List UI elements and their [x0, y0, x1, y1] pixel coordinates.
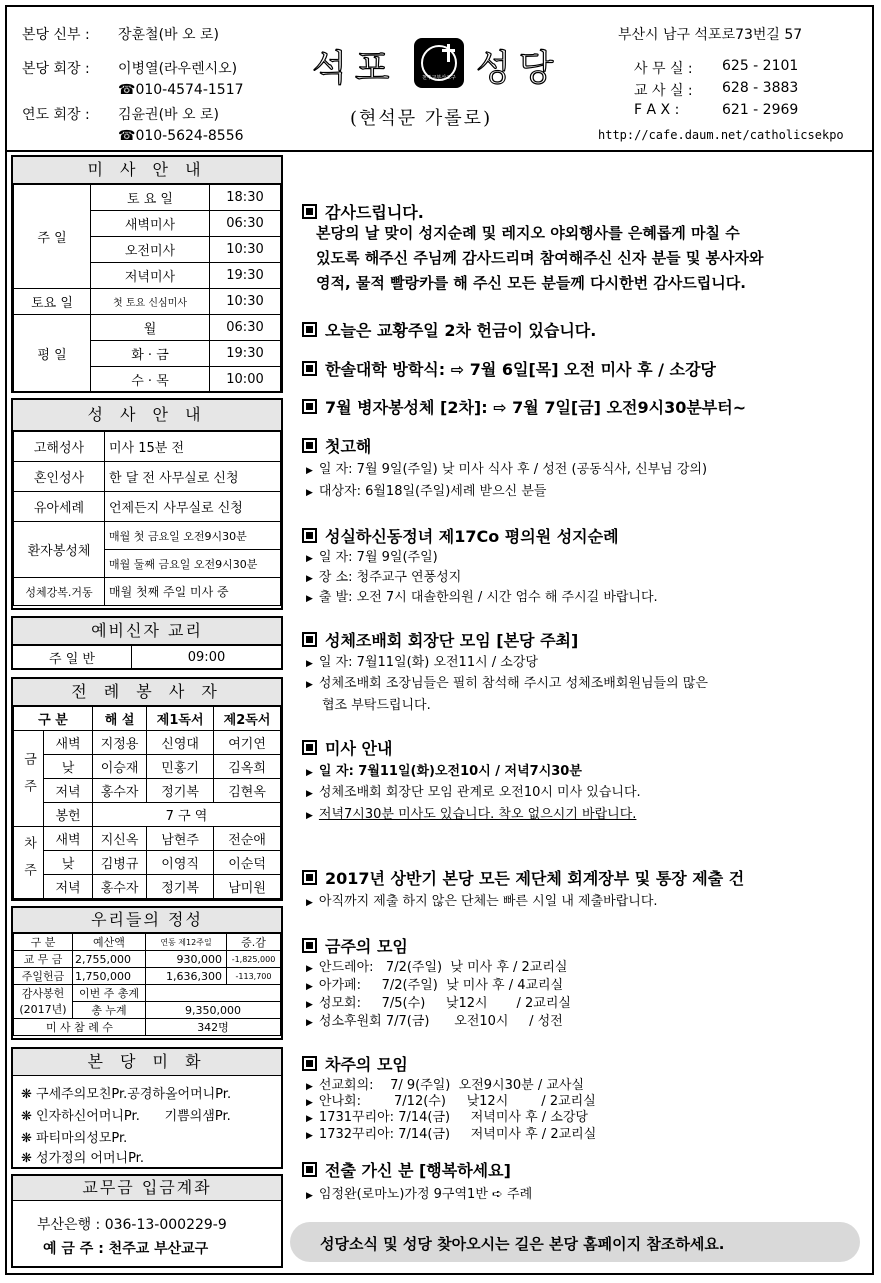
- triangle-bullet-icon: ▶: [306, 574, 313, 584]
- server: 홍수자: [93, 779, 147, 803]
- news-title: 감사드립니다.: [325, 203, 424, 222]
- news-heading: [302, 628, 578, 651]
- square-bullet-icon: [302, 632, 317, 647]
- server: 홍수자: [93, 875, 147, 899]
- triangle-bullet-icon: ▶: [306, 982, 313, 992]
- news-item-text: 일 자: 7월11일(화) 오전11시 / 소강당: [318, 655, 538, 670]
- triangle-bullet-icon: ▶: [306, 1114, 313, 1124]
- square-bullet-icon: [302, 399, 317, 414]
- next-week-label: 차주: [14, 827, 44, 899]
- weekday-label: 평 일: [14, 315, 91, 393]
- fax-number: 621 - 2969: [722, 102, 799, 118]
- triangle-bullet-icon: ▶: [306, 898, 313, 908]
- square-bullet-icon: [302, 870, 317, 885]
- mass-name: 토 요 일: [91, 185, 210, 211]
- mass-schedule-box: [11, 155, 283, 393]
- news-item-continued: 협조 부탁드립니다.: [322, 698, 431, 713]
- slot: 저녁: [44, 875, 93, 899]
- news-item-text: 안나회: 7/12(수) 낮12시 / 2교리실: [318, 1094, 596, 1109]
- server: 김병규: [93, 851, 147, 875]
- attendance-label: 미 사 참 례 수: [14, 1019, 146, 1036]
- news-item: [306, 672, 708, 691]
- yeondo-phone: ☎010-5624-8556: [118, 128, 244, 144]
- news-item: [306, 992, 571, 1011]
- server: 여기연: [214, 731, 281, 755]
- church-title-right: 성당: [476, 48, 562, 89]
- server: 김현옥: [214, 779, 281, 803]
- slot: 낮: [44, 755, 93, 779]
- server: 이순덕: [214, 851, 281, 875]
- catechumen-class: 주 일 반: [13, 646, 132, 669]
- news-item: [306, 760, 582, 779]
- triangle-bullet-icon: ▶: [306, 1018, 313, 1028]
- news-item: [306, 480, 546, 499]
- mass-time: 19:30: [210, 341, 281, 367]
- sacrament-name: 성체강복.거동: [14, 578, 105, 606]
- square-bullet-icon: [302, 438, 317, 453]
- attendance-value: 342명: [146, 1019, 281, 1036]
- row-label: 주일헌금: [14, 968, 73, 985]
- header-divider: [5, 150, 874, 152]
- sacrament-name: 환자봉성체: [14, 522, 105, 578]
- triangle-bullet-icon: ▶: [306, 964, 313, 974]
- president-label: 본당 회장 :: [22, 61, 90, 77]
- catechumen-table: [13, 645, 281, 669]
- offering-box: [11, 906, 283, 1040]
- amount: 930,000: [146, 951, 227, 968]
- server: 이영직: [147, 851, 214, 875]
- address: 부산시 남구 석포로73번길 57: [618, 27, 803, 43]
- news-item-text: 일 자: 7월11일(화)오전10시 / 저녁7시30분: [318, 764, 582, 779]
- news-item-text: 1731꾸리아: 7/14(금) 저녁미사 후 / 소강당: [318, 1110, 588, 1125]
- offering-title: 우리들의 정성: [13, 908, 281, 933]
- week-total-label: 이번 주 총계: [73, 985, 146, 1002]
- triangle-bullet-icon: ▶: [306, 680, 313, 690]
- triangle-bullet-icon: ▶: [306, 789, 313, 799]
- flower-item: ❋ 구세주의모친Pr.공경하올어머니Pr.: [21, 1087, 232, 1102]
- this-week-label: 금주: [14, 731, 44, 827]
- square-bullet-icon: [302, 1162, 317, 1177]
- sacrament-info: 한 달 전 사무실로 신청: [105, 462, 281, 492]
- teacher-label: 교 사 실 :: [634, 83, 693, 99]
- server: 신영대: [147, 731, 214, 755]
- news-item: [306, 974, 563, 993]
- mass-name: 수 · 목: [91, 367, 210, 393]
- triangle-bullet-icon: ▶: [306, 1131, 313, 1141]
- mass-name: 월: [91, 315, 210, 341]
- news-body: 영적, 물적 빨랑카를 해 주신 모든 분들께 다시한번 감사드립니다.: [316, 274, 746, 292]
- news-title: 오늘은 교황주일 2차 헌금이 있습니다.: [325, 321, 597, 340]
- news-item-text: 아가페: 7/2(주일) 낮 미사 후 / 4교리실: [318, 978, 564, 993]
- flower-text: 성가정의 어머니Pr.: [36, 1151, 144, 1166]
- sunday-label: 주 일: [14, 185, 91, 289]
- priest-name: 장훈철(바 오 로): [118, 27, 219, 43]
- sacrament-info: 언제든지 사무실로 신청: [105, 492, 281, 522]
- budget: 2,755,000: [73, 951, 146, 968]
- triangle-bullet-icon: ▶: [306, 659, 313, 669]
- col-header: 증.감: [227, 934, 281, 951]
- square-bullet-icon: [302, 1056, 317, 1071]
- thanks-label: 감사봉헌 (2017년): [14, 985, 73, 1019]
- news-item: [306, 956, 567, 975]
- catechumen-title: 예비신자 교리: [13, 618, 281, 645]
- news-item-text: 선교회의: 7/ 9(주일) 오전9시30분 / 교사실: [318, 1078, 585, 1093]
- mass-name: 저녁미사: [91, 263, 210, 289]
- square-bullet-icon: [302, 204, 317, 219]
- week-total-value: [146, 985, 281, 1002]
- news-item-text: 1732꾸리아: 7/14(금) 저녁미사 후 / 2교리실: [318, 1127, 597, 1142]
- server: 정기복: [147, 779, 214, 803]
- account-title: 교무금 입금계좌: [13, 1176, 281, 1201]
- news-heading: [302, 1158, 511, 1181]
- news-item: [306, 781, 641, 800]
- news-title: 성실하신동정녀 제17Co 평의원 성지순례: [325, 527, 619, 546]
- flowers-box: [11, 1047, 283, 1169]
- servers-title: 전 례 봉 사 자: [13, 679, 281, 706]
- triangle-bullet-icon: ▶: [306, 1082, 313, 1092]
- col-header: 구 분: [14, 934, 73, 951]
- news-item: [306, 890, 658, 909]
- flower-text: 구세주의모친Pr.공경하올어머니Pr.: [36, 1087, 232, 1102]
- office-phone: 625 - 2101: [722, 58, 799, 74]
- flowers-title: 본 당 미 화: [13, 1049, 281, 1076]
- offering-table: [13, 933, 281, 1036]
- sacrament-info: 매월 첫 금요일 오전9시30분: [105, 522, 281, 550]
- diff: -113,700: [227, 968, 281, 985]
- col-header: 예산액: [73, 934, 146, 951]
- server: 7 구 역: [93, 803, 281, 827]
- news-item-text: 출 발: 오전 7시 대솔한의원 / 시간 엄수 해 주시길 바랍니다.: [318, 590, 658, 605]
- mass-time: 10:00: [210, 367, 281, 393]
- sacrament-info: 매월 둘째 금요일 오전9시30분: [105, 550, 281, 578]
- grand-total-label: 총 누계: [73, 1002, 146, 1019]
- news-item-text: 일 자: 7월 9일(주일) 낮 미사 식사 후 / 성전 (공동식사, 신부님 강의): [318, 462, 708, 477]
- slot: 저녁: [44, 779, 93, 803]
- news-heading: [302, 395, 746, 418]
- news-item-text: 안드레아: 7/2(주일) 낮 미사 후 / 2교리실: [318, 960, 568, 975]
- bank-account: 부산은행 : 036-13-000229-9: [37, 1217, 227, 1233]
- mass-time: 06:30: [210, 315, 281, 341]
- triangle-bullet-icon: ▶: [306, 594, 313, 604]
- news-title: 차주의 모임: [325, 1055, 408, 1074]
- president-phone: ☎010-4574-1517: [118, 82, 244, 98]
- news-heading: [302, 1052, 408, 1075]
- triangle-bullet-icon: ▶: [306, 1098, 313, 1108]
- yeondo-label: 연도 회장 :: [22, 107, 90, 123]
- mass-schedule-title: 미 사 안 내: [13, 157, 281, 184]
- sacrament-info: 매월 첫째 주일 미사 중: [105, 578, 281, 606]
- priest-label: 본당 신부 :: [22, 27, 90, 43]
- news-heading: [302, 866, 744, 889]
- server: 전순애: [214, 827, 281, 851]
- church-title-left: 석포: [312, 48, 398, 89]
- slot: 봉헌: [44, 803, 93, 827]
- news-item-text: 장 소: 청주교구 연풍성지: [318, 570, 462, 585]
- news-body: 있도록 해주신 주님께 감사드리며 참여해주신 신자 분들 및 봉사자와: [316, 249, 764, 267]
- col-header: 해 설: [93, 707, 147, 731]
- server: 남현주: [147, 827, 214, 851]
- grand-total-value: 9,350,000: [146, 1002, 281, 1019]
- server: 남미원: [214, 875, 281, 899]
- budget: 1,750,000: [73, 968, 146, 985]
- account-box: [11, 1174, 283, 1268]
- server: 김옥희: [214, 755, 281, 779]
- news-item-text: 일 자: 7월 9일(주일): [318, 550, 438, 565]
- church-logo-icon: [414, 38, 464, 88]
- flower-item: ❋ 파티마의성모Pr.: [21, 1131, 128, 1146]
- news-item-text: 아직까지 제출 하지 않은 단체는 빠른 시일 내 제출바랍니다.: [318, 894, 658, 909]
- news-heading: [302, 736, 392, 759]
- server: 지정용: [93, 731, 147, 755]
- news-item: [306, 1123, 596, 1142]
- flower-text: 인자하신어머니Pr. 기쁨의샘Pr.: [36, 1109, 231, 1124]
- office-label: 사 무 실 :: [634, 61, 693, 77]
- news-title: 금주의 모임: [325, 937, 408, 956]
- account-holder: 예 금 주 : 천주교 부산교구: [43, 1241, 209, 1257]
- news-title: 전출 가신 분 [행복하세요]: [325, 1161, 511, 1180]
- mass-name: 화 · 금: [91, 341, 210, 367]
- news-heading: [302, 200, 424, 223]
- news-item-text: 임정완(로마노)가정 9구역1반 ➪ 주례: [318, 1187, 533, 1202]
- catechumen-box: [11, 616, 283, 670]
- col-header: 구 분: [14, 707, 93, 731]
- triangle-bullet-icon: ▶: [306, 768, 313, 778]
- news-item: [306, 651, 538, 670]
- news-title: 2017년 상반기 본당 모든 제단체 회계장부 및 통장 제출 건: [325, 869, 745, 888]
- sacrament-name: 고해성사: [14, 432, 105, 462]
- homepage-link[interactable]: http://cafe.daum.net/catholicsekpo: [598, 128, 844, 142]
- sacrament-name: 혼인성사: [14, 462, 105, 492]
- news-title: 미사 안내: [325, 739, 393, 758]
- fax-label: F A X :: [634, 102, 680, 118]
- triangle-bullet-icon: ▶: [306, 1191, 313, 1201]
- square-bullet-icon: [302, 528, 317, 543]
- saturday-label: 토요 일: [14, 289, 91, 315]
- mass-time: 06:30: [210, 211, 281, 237]
- server: 이승재: [93, 755, 147, 779]
- news-item-text: 성소후원회 7/7(금) 오전10시 / 성전: [318, 1014, 563, 1029]
- news-heading: [302, 934, 408, 957]
- triangle-bullet-icon: ▶: [306, 554, 313, 564]
- triangle-bullet-icon: ▶: [306, 1000, 313, 1010]
- news-item-text: 성모회: 7/5(수) 낮12시 / 2교리실: [318, 996, 571, 1011]
- sacrament-name: 유아세례: [14, 492, 105, 522]
- news-item-text: 대상자: 6월18일(주일)세례 받으신 분들: [318, 484, 547, 499]
- sacraments-box: [11, 398, 283, 610]
- mass-time: 10:30: [210, 237, 281, 263]
- mass-name: 첫 토요 신심미사: [91, 289, 210, 315]
- news-heading: [302, 357, 716, 380]
- mass-time: 10:30: [210, 289, 281, 315]
- catechumen-time: 09:00: [132, 646, 282, 669]
- mass-name: 새벽미사: [91, 211, 210, 237]
- square-bullet-icon: [302, 938, 317, 953]
- news-title: 7월 병자봉성체 [2차]: ⇨ 7월 7일[금] 오전9시30분부터~: [325, 398, 747, 417]
- diff: -1,825,000: [227, 951, 281, 968]
- mass-time: 18:30: [210, 185, 281, 211]
- sacraments-table: [13, 431, 281, 606]
- news-item: [306, 586, 658, 605]
- server: 지신옥: [93, 827, 147, 851]
- news-item-text: 저녁7시30분 미사도 있습니다. 착오 없으시기 바랍니다.: [318, 807, 637, 822]
- square-bullet-icon: [302, 361, 317, 376]
- flower-text: 파티마의성모Pr.: [36, 1131, 128, 1146]
- slot: 낮: [44, 851, 93, 875]
- news-heading: [302, 318, 596, 341]
- col-header: 제1독서: [147, 707, 214, 731]
- col-header: 연동 제12주일: [146, 934, 227, 951]
- news-title: 첫고해: [325, 437, 372, 456]
- square-bullet-icon: [302, 322, 317, 337]
- server: 정기복: [147, 875, 214, 899]
- mass-schedule-table: [13, 184, 281, 393]
- sacraments-title: 성 사 안 내: [13, 400, 281, 431]
- servers-box: [11, 677, 283, 901]
- mass-name: 오전미사: [91, 237, 210, 263]
- footer-text: 성당소식 및 성당 찾아오시는 길은 본당 홈페이지 참조하세요.: [320, 1235, 725, 1253]
- sacrament-info: 미사 15분 전: [105, 432, 281, 462]
- news-item-text: 성체조배회 회장단 모임 관계로 오전10시 미사 있습니다.: [318, 785, 641, 800]
- flower-item: ❋ 인자하신어머니Pr. 기쁨의샘Pr.: [21, 1109, 231, 1124]
- news-heading: [302, 524, 619, 547]
- mass-time: 19:30: [210, 263, 281, 289]
- news-title: 성체조배회 회장단 모임 [본당 주최]: [325, 631, 579, 650]
- slot: 새벽: [44, 827, 93, 851]
- triangle-bullet-icon: ▶: [306, 488, 313, 498]
- servers-table: [13, 706, 281, 899]
- logo-text: 천주교부산교구: [422, 75, 456, 81]
- news-item: [306, 1183, 532, 1202]
- news-item-text: 성체조배회 조장님들은 필히 참석해 주시고 성체조배회원님들의 많은: [318, 676, 708, 691]
- flower-item: ❋ 성가정의 어머니Pr.: [21, 1151, 144, 1166]
- row-label: 교 무 금: [14, 951, 73, 968]
- news-item: [306, 803, 636, 822]
- slot: 새벽: [44, 731, 93, 755]
- patron-subtitle: (현석문 가롤로): [350, 108, 493, 129]
- news-item: [306, 458, 707, 477]
- triangle-bullet-icon: ▶: [306, 466, 313, 476]
- amount: 1,636,300: [146, 968, 227, 985]
- col-header: 제2독서: [214, 707, 281, 731]
- news-body: 본당의 날 맞이 성지순례 및 레지오 야외행사를 은혜롭게 마칠 수: [316, 224, 740, 242]
- triangle-bullet-icon: ▶: [306, 811, 313, 821]
- square-bullet-icon: [302, 740, 317, 755]
- news-title: 한솔대학 방학식: ⇨ 7월 6일[목] 오전 미사 후 / 소강당: [325, 360, 716, 379]
- president-name: 이병열(라우렌시오): [118, 61, 238, 77]
- news-item: [306, 566, 461, 585]
- news-heading: [302, 434, 371, 457]
- news-item: [306, 1010, 563, 1029]
- server: 민홍기: [147, 755, 214, 779]
- teacher-phone: 628 - 3883: [722, 80, 799, 96]
- footer-banner: [290, 1222, 860, 1262]
- yeondo-name: 김윤권(바 오 로): [118, 107, 219, 123]
- news-item: [306, 546, 438, 565]
